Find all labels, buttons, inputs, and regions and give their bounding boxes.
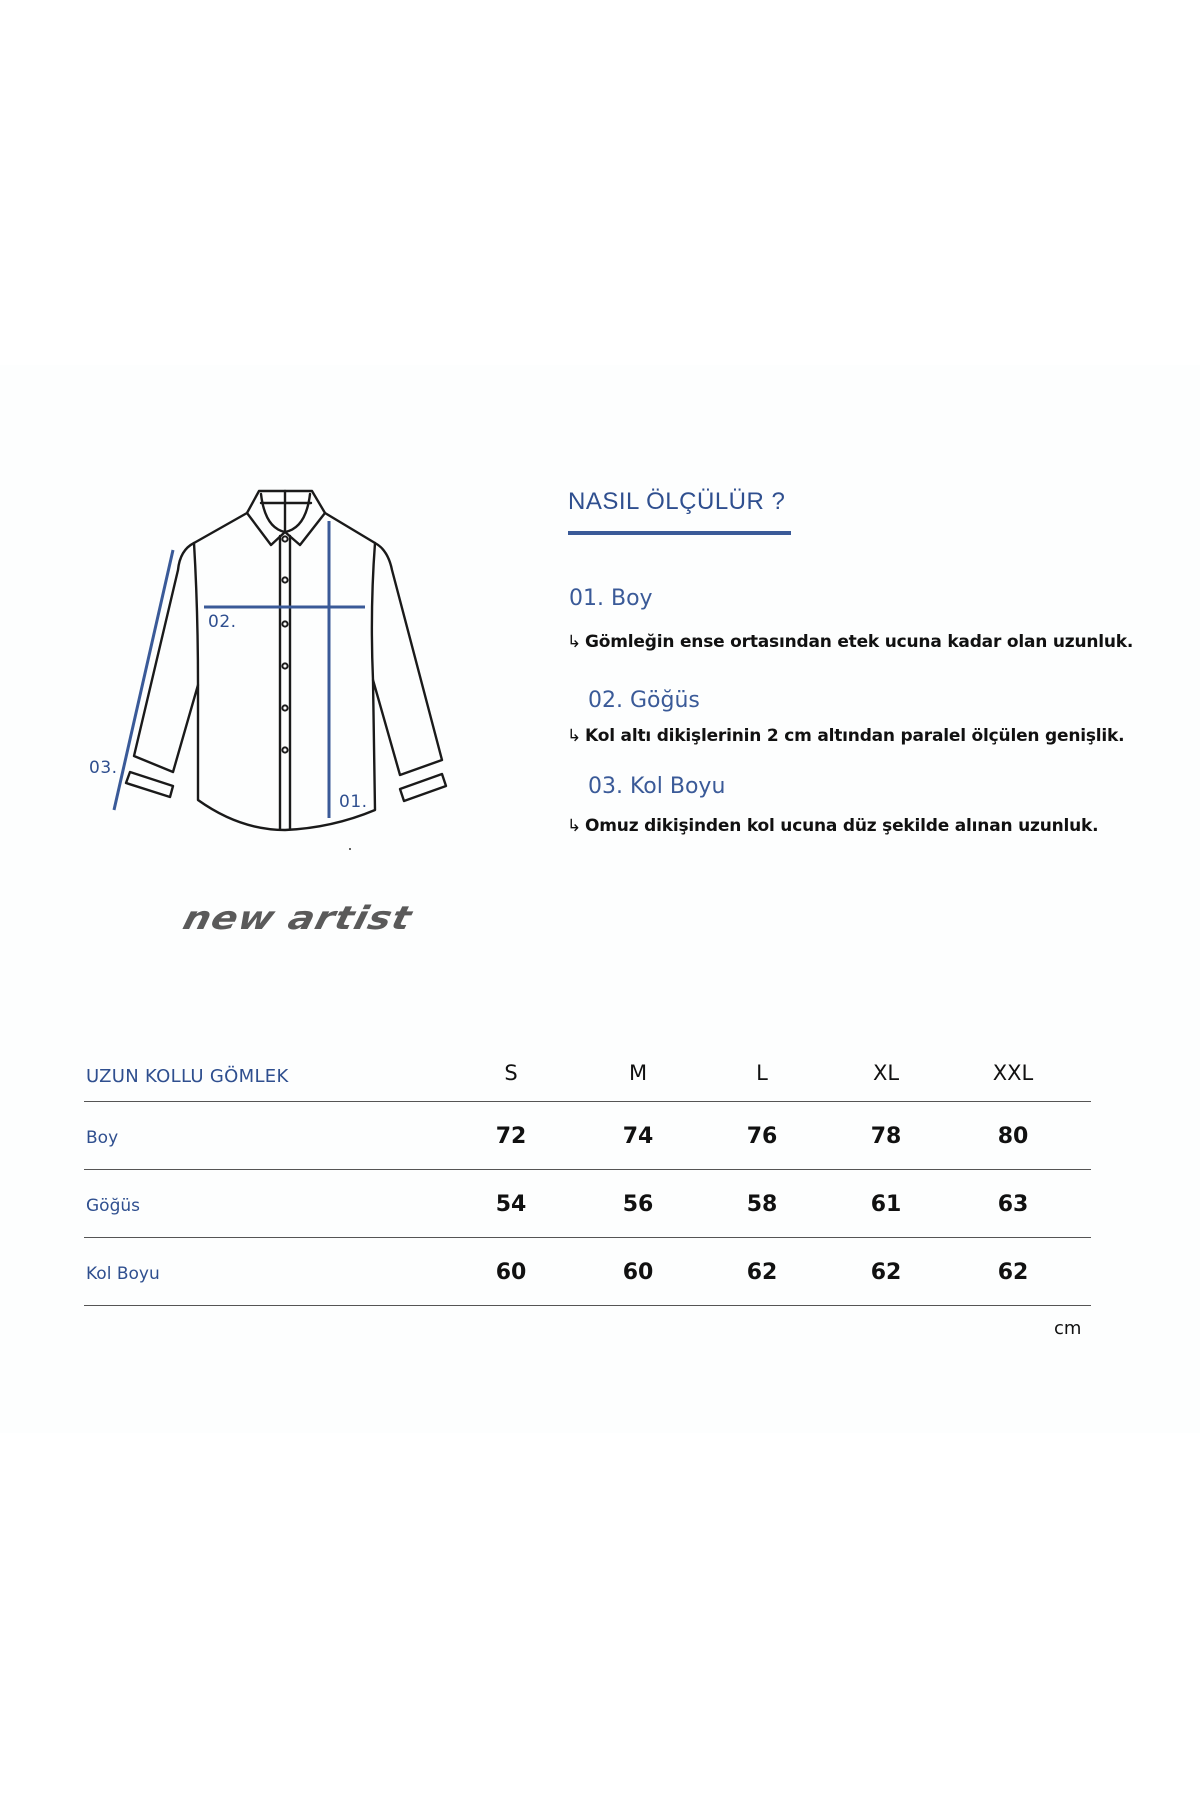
table-cell: 54 bbox=[495, 1192, 527, 1217]
step-title-sleeve: 03. Kol Boyu bbox=[588, 774, 726, 799]
step-title-length: 01. Boy bbox=[569, 586, 653, 611]
table-cell: 60 bbox=[622, 1260, 654, 1285]
shirt-measurement-icon bbox=[80, 470, 480, 850]
table-cell: 62 bbox=[870, 1260, 902, 1285]
size-header-m: M bbox=[628, 1061, 648, 1085]
table-row bbox=[84, 1238, 1091, 1306]
size-header-s: S bbox=[504, 1061, 518, 1085]
return-arrow-icon: ↳ bbox=[567, 632, 582, 652]
size-header-l: L bbox=[756, 1061, 768, 1085]
table-title: UZUN KOLLU GÖMLEK bbox=[86, 1066, 289, 1087]
step-desc-length: ↳ Gömleğin ense ortasından etek ucuna kadar olan uzunluk. bbox=[567, 632, 1134, 652]
chest-measure-label: 02. bbox=[208, 612, 237, 632]
size-header-xxl: XXL bbox=[992, 1061, 1034, 1085]
table-cell: 72 bbox=[495, 1124, 527, 1149]
table-cell: 80 bbox=[997, 1124, 1029, 1149]
table-cell: 62 bbox=[997, 1260, 1029, 1285]
size-header-xl: XL bbox=[872, 1061, 900, 1085]
table-cell: 63 bbox=[997, 1192, 1029, 1217]
table-cell: 74 bbox=[622, 1124, 654, 1149]
table-cell: 60 bbox=[495, 1260, 527, 1285]
section-title: NASIL ÖLÇÜLÜR ? bbox=[568, 488, 786, 515]
shirt-diagram bbox=[80, 470, 480, 850]
table-row bbox=[84, 1170, 1091, 1238]
row-label-kol-boyu: Kol Boyu bbox=[86, 1264, 160, 1284]
table-header-row bbox=[84, 1050, 1091, 1102]
row-label-gogus: Göğüs bbox=[86, 1196, 140, 1216]
step-desc-chest: ↳ Kol altı dikişlerinin 2 cm altından paralel ölçülen genişlik. bbox=[567, 726, 1125, 746]
title-underline bbox=[568, 531, 791, 535]
how-to-measure-heading bbox=[568, 488, 785, 516]
step-desc-sleeve: ↳ Omuz dikişinden kol ucuna düz şekilde alınan uzunluk. bbox=[567, 816, 1099, 836]
row-label-boy: Boy bbox=[86, 1128, 119, 1148]
length-measure-label: 01. bbox=[339, 792, 368, 812]
table-cell: 62 bbox=[746, 1260, 778, 1285]
size-table bbox=[84, 1050, 1091, 1306]
sleeve-measure-label: 03. bbox=[89, 758, 118, 778]
return-arrow-icon: ↳ bbox=[567, 726, 582, 746]
step-title-chest: 02. Göğüs bbox=[588, 688, 700, 713]
table-row bbox=[84, 1102, 1091, 1170]
table-cell: 76 bbox=[746, 1124, 778, 1149]
return-arrow-icon: ↳ bbox=[567, 816, 582, 836]
table-cell: 61 bbox=[870, 1192, 902, 1217]
unit-label: cm bbox=[1054, 1318, 1082, 1339]
table-cell: 58 bbox=[746, 1192, 778, 1217]
table-cell: 78 bbox=[870, 1124, 902, 1149]
table-cell: 56 bbox=[622, 1192, 654, 1217]
brand-logo: new artist bbox=[179, 899, 417, 937]
